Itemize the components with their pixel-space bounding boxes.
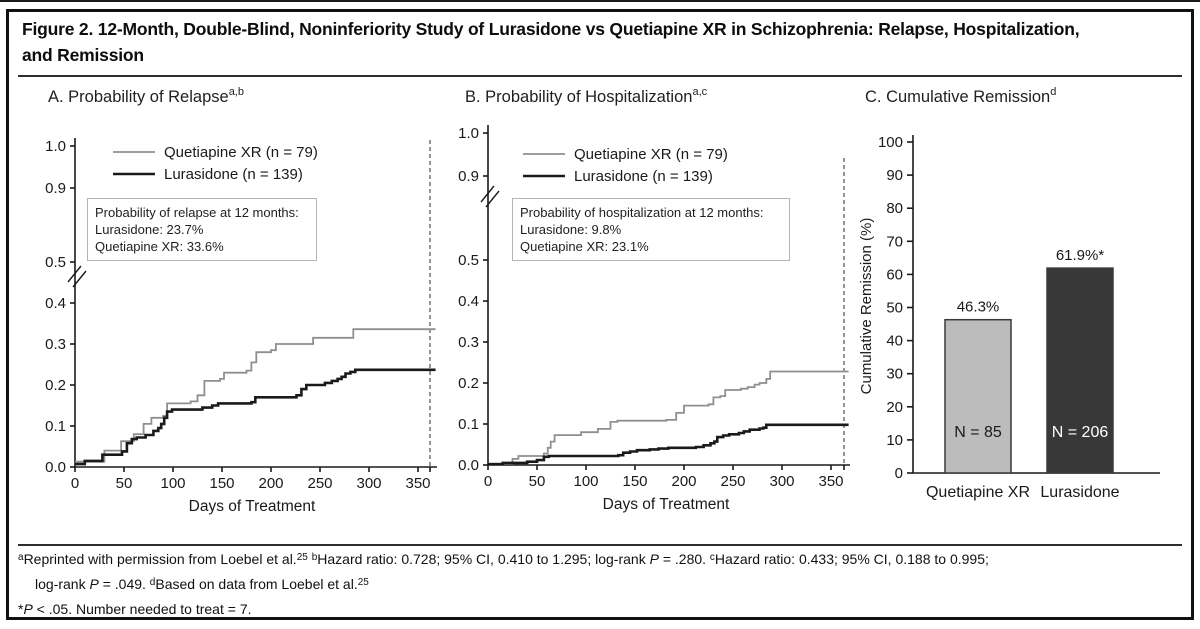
panel-remission-title-text: C. Cumulative Remission <box>865 88 1051 106</box>
figure-title-line2: and Remission <box>22 45 144 65</box>
remission-value-label: 61.9%* <box>1055 247 1105 265</box>
svg-text:0.3: 0.3 <box>458 334 479 351</box>
hospitalization-info-line: Lurasidone: 9.8% <box>520 222 622 237</box>
svg-text:40: 40 <box>886 332 903 350</box>
remission-n-label: N = 206 <box>1051 424 1109 441</box>
relapse-legend-label: Quetiapine XR (n = 79) <box>164 144 318 161</box>
svg-text:250: 250 <box>307 475 333 492</box>
relapse-info-line: Lurasidone: 23.7% <box>95 222 204 237</box>
svg-text:200: 200 <box>258 475 284 492</box>
footnote-text: Hazard ratio: 0.728; 95% CI, 0.410 to 1.295; log-rank <box>317 551 650 567</box>
footnote-superscript: a <box>18 552 24 563</box>
hospitalization-x-axis-label: Days of Treatment <box>602 496 730 513</box>
remission-category-label: Lurasidone <box>1040 484 1120 501</box>
hospitalization-info-box <box>512 198 790 261</box>
svg-text:50: 50 <box>115 475 133 492</box>
remission-bar-chart <box>855 110 1189 536</box>
figure-title-line1: Figure 2. 12-Month, Double-Blind, Noninferiority Study of Lurasidone vs Quetiapine XR in Schizophrenia: Relapse, Hospitalization, <box>22 19 1080 39</box>
svg-text:0: 0 <box>70 475 80 492</box>
relapse-legend <box>113 144 318 183</box>
svg-text:200: 200 <box>671 473 697 490</box>
panel-hospitalization-title <box>465 85 708 107</box>
relapse-info-line: Quetiapine XR: 33.6% <box>95 239 224 254</box>
hospitalization-series-quetiapine-xr <box>488 372 849 464</box>
svg-text:0: 0 <box>894 465 903 482</box>
footnotes <box>18 548 1188 620</box>
footnote-text: P <box>23 601 33 617</box>
panel-hospitalization <box>452 86 854 556</box>
hospitalization-axis-break <box>481 186 499 207</box>
remission-tick-labels <box>878 134 903 482</box>
svg-text:100: 100 <box>160 475 186 492</box>
panel-hospitalization-title-text: B. Probability of Hospitalization <box>465 88 693 106</box>
svg-text:0.1: 0.1 <box>45 418 66 435</box>
figure-title <box>22 16 1182 68</box>
remission-bar-quetiapine-xr <box>945 320 1011 473</box>
hospitalization-legend-label: Quetiapine XR (n = 79) <box>574 146 728 163</box>
svg-text:300: 300 <box>356 475 382 492</box>
relapse-chart <box>18 110 454 536</box>
remission-category-label: Quetiapine XR <box>925 484 1031 501</box>
svg-text:0.0: 0.0 <box>45 459 66 476</box>
svg-text:30: 30 <box>886 365 903 383</box>
svg-text:0.5: 0.5 <box>458 252 479 269</box>
svg-text:0.9: 0.9 <box>458 168 479 185</box>
footnote-text: = .049. <box>98 576 150 592</box>
relapse-series-lurasidone <box>75 370 436 464</box>
title-divider <box>18 75 1182 77</box>
page-top-edge <box>0 0 1200 2</box>
panel-remission-title <box>865 85 1057 107</box>
relapse-legend-label: Lurasidone (n = 139) <box>164 166 303 183</box>
footnote-text: P <box>89 576 99 592</box>
svg-text:70: 70 <box>886 233 903 251</box>
relapse-axes <box>70 138 437 472</box>
panel-relapse-title-sup: a,b <box>228 85 244 98</box>
footnote-superscript: 25 <box>357 577 369 588</box>
svg-text:150: 150 <box>209 475 235 492</box>
relapse-axis-break <box>68 266 86 287</box>
hospitalization-info-line: Probability of hospitalization at 12 months: <box>520 205 764 220</box>
svg-text:80: 80 <box>886 200 903 218</box>
hospitalization-chart <box>452 110 854 536</box>
relapse-info-box <box>87 198 317 261</box>
svg-text:1.0: 1.0 <box>458 125 479 142</box>
footnote-superscript: d <box>149 577 156 588</box>
svg-text:250: 250 <box>720 473 746 490</box>
svg-text:0.1: 0.1 <box>458 416 479 433</box>
svg-text:0.3: 0.3 <box>45 336 66 353</box>
svg-text:0.2: 0.2 <box>45 377 66 394</box>
svg-text:0.5: 0.5 <box>45 254 66 271</box>
svg-text:20: 20 <box>886 398 903 416</box>
footnote-text: < .05. Number needed to treat = 7. <box>32 601 252 617</box>
remission-y-axis-label: Cumulative Remission (%) <box>858 217 875 395</box>
svg-text:0.4: 0.4 <box>458 293 479 310</box>
svg-text:300: 300 <box>769 473 795 490</box>
footnote-superscript: c <box>709 552 715 563</box>
footnote-line-1 <box>18 548 1188 573</box>
footnote-superscript: 25 <box>296 552 308 563</box>
hospitalization-series-lurasidone <box>488 425 849 464</box>
hospitalization-legend <box>523 146 728 185</box>
footnote-line-3 <box>18 598 1188 620</box>
panel-relapse <box>18 86 454 556</box>
svg-text:0.0: 0.0 <box>458 457 479 474</box>
remission-value-label: 46.3% <box>956 298 1000 316</box>
svg-text:90: 90 <box>886 167 903 185</box>
svg-text:60: 60 <box>886 266 903 284</box>
svg-text:0.4: 0.4 <box>45 295 66 312</box>
svg-text:50: 50 <box>886 299 903 317</box>
footnote-text: P <box>649 551 659 567</box>
footnote-text: * <box>18 601 24 617</box>
panel-hospitalization-title-sup: a,c <box>692 85 708 98</box>
svg-text:50: 50 <box>528 473 546 490</box>
svg-text:1.0: 1.0 <box>45 138 66 155</box>
footnote-text: = .280. <box>658 551 710 567</box>
relapse-series-quetiapine-xr <box>75 329 436 462</box>
panel-remission-title-sup: d <box>1050 85 1057 98</box>
relapse-x-axis-label: Days of Treatment <box>188 498 316 515</box>
svg-text:100: 100 <box>877 134 903 151</box>
svg-text:0.2: 0.2 <box>458 375 479 392</box>
hospitalization-legend-label: Lurasidone (n = 139) <box>574 168 713 185</box>
footnote-superscript: b <box>311 552 318 563</box>
svg-text:100: 100 <box>573 473 599 490</box>
remission-bar-lurasidone <box>1047 268 1113 473</box>
relapse-tick-labels <box>45 138 430 492</box>
panel-relapse-title <box>48 85 244 107</box>
svg-text:150: 150 <box>622 473 648 490</box>
remission-n-label: N = 85 <box>954 424 1002 441</box>
svg-text:0: 0 <box>483 473 493 490</box>
relapse-info-line: Probability of relapse at 12 months: <box>95 205 299 220</box>
footnote-text: Reprinted with permission from Loebel et al. <box>23 551 297 567</box>
svg-text:350: 350 <box>405 475 431 492</box>
footnote-line-2 <box>18 573 1188 598</box>
svg-text:0.9: 0.9 <box>45 180 66 197</box>
footnote-text: Hazard ratio: 0.433; 95% CI, 0.188 to 0.995; <box>714 551 989 567</box>
panel-remission <box>855 86 1189 556</box>
footnote-text: log-rank <box>35 576 90 592</box>
footnote-text: Based on data from Loebel et al. <box>155 576 358 592</box>
panel-relapse-title-text: A. Probability of Relapse <box>48 88 229 106</box>
hospitalization-info-line: Quetiapine XR: 23.1% <box>520 239 649 254</box>
svg-text:10: 10 <box>886 431 903 449</box>
footnote-divider <box>18 544 1182 546</box>
svg-text:350: 350 <box>818 473 844 490</box>
